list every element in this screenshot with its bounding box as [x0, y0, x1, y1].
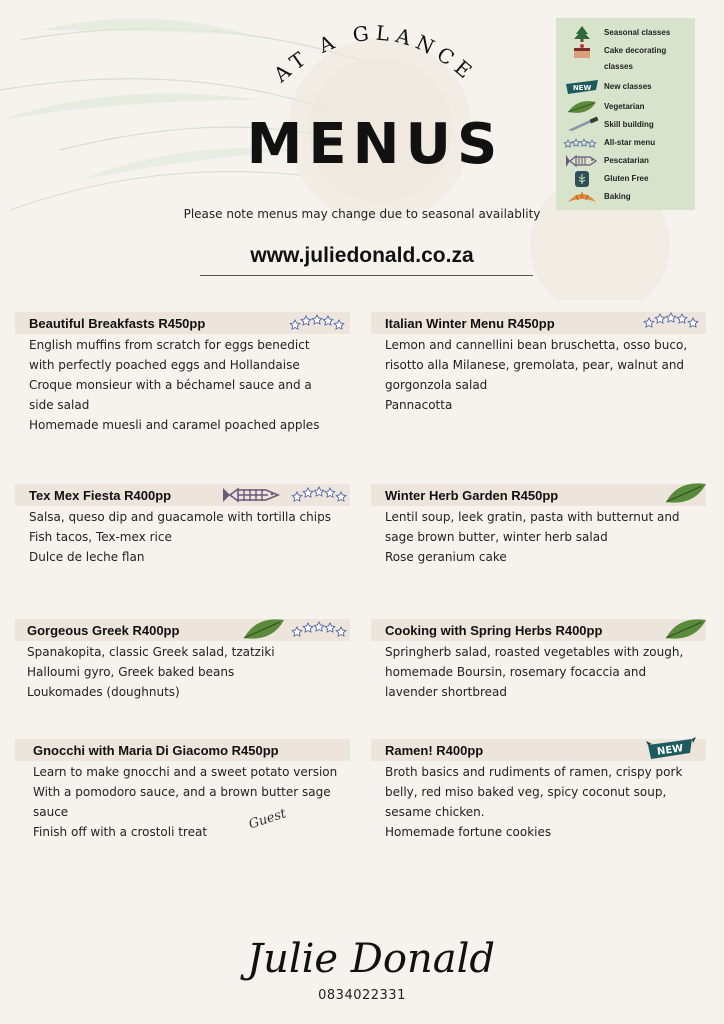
fish-icon	[222, 485, 282, 505]
legend-item-cake-cont: classes	[564, 58, 633, 76]
list-item: with perfectly poached eggs and Hollandaise	[29, 358, 300, 372]
list-item: Loukomades (doughnuts)	[27, 685, 180, 699]
card-header	[371, 484, 706, 506]
legend-item-baking: Baking	[564, 188, 631, 206]
list-item: side salad	[29, 398, 90, 412]
availability-note: Please note menus may change due to seasonal availablity	[183, 207, 541, 221]
all-star-icon	[642, 311, 700, 329]
new-badge-icon	[564, 78, 600, 96]
list-item: Pannacotta	[385, 398, 453, 412]
list-item: Croque monsieur with a béchamel sauce and a	[29, 378, 312, 392]
list-item: Lemon and cannellini bean bruschetta, osso buco,	[385, 338, 688, 352]
croissant-icon	[564, 188, 600, 206]
list-item: Homemade muesli and caramel poached apples	[29, 418, 320, 432]
card-title: Tex Mex Fiesta R400pp	[29, 487, 172, 503]
all-star-icon	[288, 313, 346, 331]
svg-text:Julie Donald: Julie Donald	[247, 936, 495, 982]
svg-text:Guest: Guest	[246, 806, 289, 833]
fish-icon	[564, 152, 600, 170]
website-link[interactable]: www.juliedonald.co.za	[250, 244, 474, 267]
list-item: sauce	[33, 805, 69, 819]
list-item: gorgonzola salad	[385, 378, 488, 392]
card-items	[15, 642, 350, 702]
card-title: Beautiful Breakfasts R450pp	[29, 315, 206, 331]
card-title: Cooking with Spring Herbs R400pp	[385, 622, 603, 638]
legend-item-allstar: All-star menu	[564, 134, 655, 152]
at-a-glance-arc-heading	[230, 10, 520, 120]
list-item: sage brown butter, winter herb salad	[385, 530, 608, 544]
icon-legend	[556, 18, 695, 210]
list-item: Rose geranium cake	[385, 550, 507, 564]
legend-item-seasonal: Seasonal classes	[564, 24, 670, 42]
card-items	[371, 335, 706, 415]
page-title: MENUS	[246, 112, 504, 177]
legend-item-gluten-free: Gluten Free	[564, 170, 648, 188]
card-title: Ramen! R400pp	[385, 742, 484, 758]
all-star-icon	[290, 620, 348, 638]
legend-item-skill: Skill building	[564, 116, 654, 134]
list-item: belly, red miso baked veg, spicy coconut soup,	[385, 785, 667, 799]
menu-card-spring-herbs	[371, 619, 706, 702]
list-item: Homemade fortune cookies	[385, 825, 552, 839]
card-items	[15, 762, 350, 842]
list-item: Spanakopita, classic Greek salad, tzatziki	[27, 645, 275, 659]
list-item: risotto alla Milanese, gremolata, pear, walnut and	[385, 358, 685, 372]
list-item: Finish off with a crostoli treat	[33, 825, 208, 839]
list-item: Salsa, queso dip and guacamole with tortilla chips	[29, 510, 331, 524]
card-title: Gorgeous Greek R400pp	[27, 622, 180, 638]
card-items	[371, 762, 706, 842]
seasonal-tree-icon	[564, 24, 600, 42]
card-items	[371, 507, 706, 567]
new-badge-icon	[646, 737, 696, 761]
card-title: Italian Winter Menu R450pp	[385, 315, 555, 331]
card-title: Winter Herb Garden R450pp	[385, 487, 559, 503]
legend-item-vegetarian: Vegetarian	[564, 98, 644, 116]
card-header	[15, 739, 350, 761]
website-underline	[200, 275, 533, 276]
svg-text:NEW: NEW	[572, 84, 592, 92]
list-item: Lentil soup, leek gratin, pasta with butternut and	[385, 510, 680, 524]
card-items	[371, 642, 706, 702]
knife-icon	[564, 116, 600, 134]
card-items	[15, 335, 350, 435]
list-item: Dulce de leche flan	[29, 550, 145, 564]
leaf-icon	[564, 98, 600, 116]
list-item: lavender shortbread	[385, 685, 508, 699]
card-header	[371, 619, 706, 641]
list-item: With a pomodoro sauce, and a brown butter sage	[33, 785, 331, 799]
svg-text:AT A GLANCE: AT A GLANCE	[268, 20, 482, 87]
list-item: Learn to make gnocchi and a sweet potato version	[33, 765, 338, 779]
list-item: Fish tacos, Tex-mex rice	[29, 530, 172, 544]
gluten-free-icon	[564, 170, 600, 188]
blank-icon	[564, 58, 600, 76]
list-item: Springherb salad, roasted vegetables with zough,	[385, 645, 684, 659]
julie-donald-signature	[226, 916, 516, 996]
svg-text:NEW: NEW	[656, 743, 684, 758]
stars-icon	[564, 134, 600, 152]
card-items	[15, 507, 350, 567]
list-item: English muffins from scratch for eggs benedict	[29, 338, 310, 352]
legend-item-cake: Cake decorating	[564, 42, 666, 60]
list-item: Halloumi gyro, Greek baked beans	[27, 665, 235, 679]
phone-number: 0834022331	[318, 988, 406, 1003]
card-title: Gnocchi with Maria Di Giacomo R450pp	[33, 742, 279, 758]
menu-card-gnocchi	[15, 739, 350, 842]
list-item: sesame chicken.	[385, 805, 485, 819]
leaf-icon	[664, 480, 708, 506]
all-star-icon	[290, 485, 348, 503]
leaf-icon	[242, 616, 286, 642]
legend-item-new: NEW New classes	[564, 78, 652, 96]
legend-item-pescatarian: Pescatarian	[564, 152, 649, 170]
list-item: homemade Boursin, rosemary focaccia and	[385, 665, 647, 679]
menu-card-winter-herb	[371, 484, 706, 567]
leaf-icon	[664, 616, 708, 642]
list-item: Broth basics and rudiments of ramen, crispy pork	[385, 765, 683, 779]
guest-handwritten-label	[244, 800, 296, 836]
